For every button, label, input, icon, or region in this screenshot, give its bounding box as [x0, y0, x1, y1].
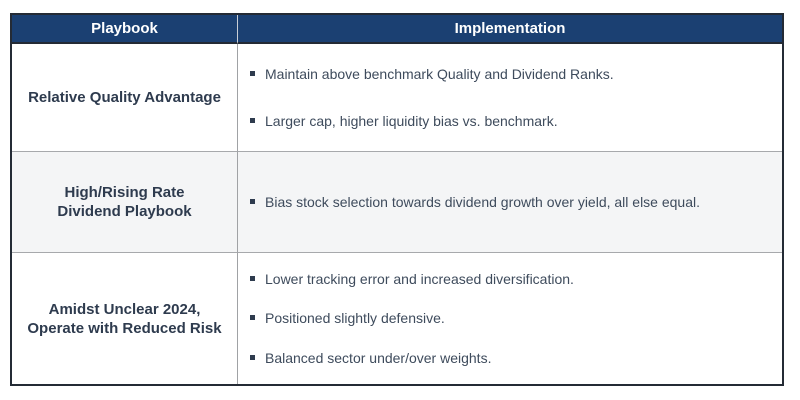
bullet-text: Positioned slightly defensive. [265, 310, 445, 327]
bullet-text: Balanced sector under/over weights. [265, 350, 492, 367]
column-header-implementation-label: Implementation [454, 20, 566, 37]
square-bullet-icon [250, 199, 255, 204]
playbook-implementation-table [10, 13, 784, 386]
square-bullet-icon [250, 315, 255, 320]
bullet-item [248, 349, 772, 367]
playbook-cell-relative-quality-advantage [12, 44, 238, 151]
square-bullet-icon [250, 118, 255, 123]
playbook-cell-high-rising-rate [12, 151, 238, 252]
bullet-text: Larger cap, higher liquidity bias vs. benchmark. [265, 113, 558, 130]
playbook-title [57, 183, 191, 221]
implementation-cell-relative-quality-advantage [238, 44, 782, 151]
bullet-item [248, 309, 772, 327]
playbook-title-line: Amidst Unclear 2024, [48, 300, 201, 318]
square-bullet-icon [250, 71, 255, 76]
playbook-title-line: Dividend Playbook [57, 203, 192, 220]
playbook-title-line: High/Rising Rate [64, 184, 185, 201]
implementation-cell-amidst-unclear-2024 [238, 252, 782, 384]
bullet-item [248, 65, 772, 83]
playbook-cell-amidst-unclear-2024 [12, 252, 238, 384]
playbook-title [28, 88, 221, 107]
bullet-item [248, 270, 772, 288]
implementation-cell-high-rising-rate [238, 151, 782, 252]
bullet-text: Lower tracking error and increased diversification. [265, 270, 574, 287]
square-bullet-icon [250, 355, 255, 360]
playbook-title-line: Relative Quality Advantage [28, 89, 221, 106]
playbook-title-line: Operate with Reduced Risk [27, 319, 222, 337]
column-header-implementation [238, 15, 782, 44]
bullet-text: Bias stock selection towards dividend growth over yield, all else equal. [265, 194, 701, 210]
bullet-item [248, 193, 772, 211]
square-bullet-icon [250, 276, 255, 281]
column-header-playbook-label: Playbook [91, 20, 158, 37]
bullet-item [248, 112, 772, 130]
bullet-text: Maintain above benchmark Quality and Dividend Ranks. [265, 65, 614, 82]
playbook-title [27, 300, 221, 338]
column-header-playbook [12, 15, 238, 44]
